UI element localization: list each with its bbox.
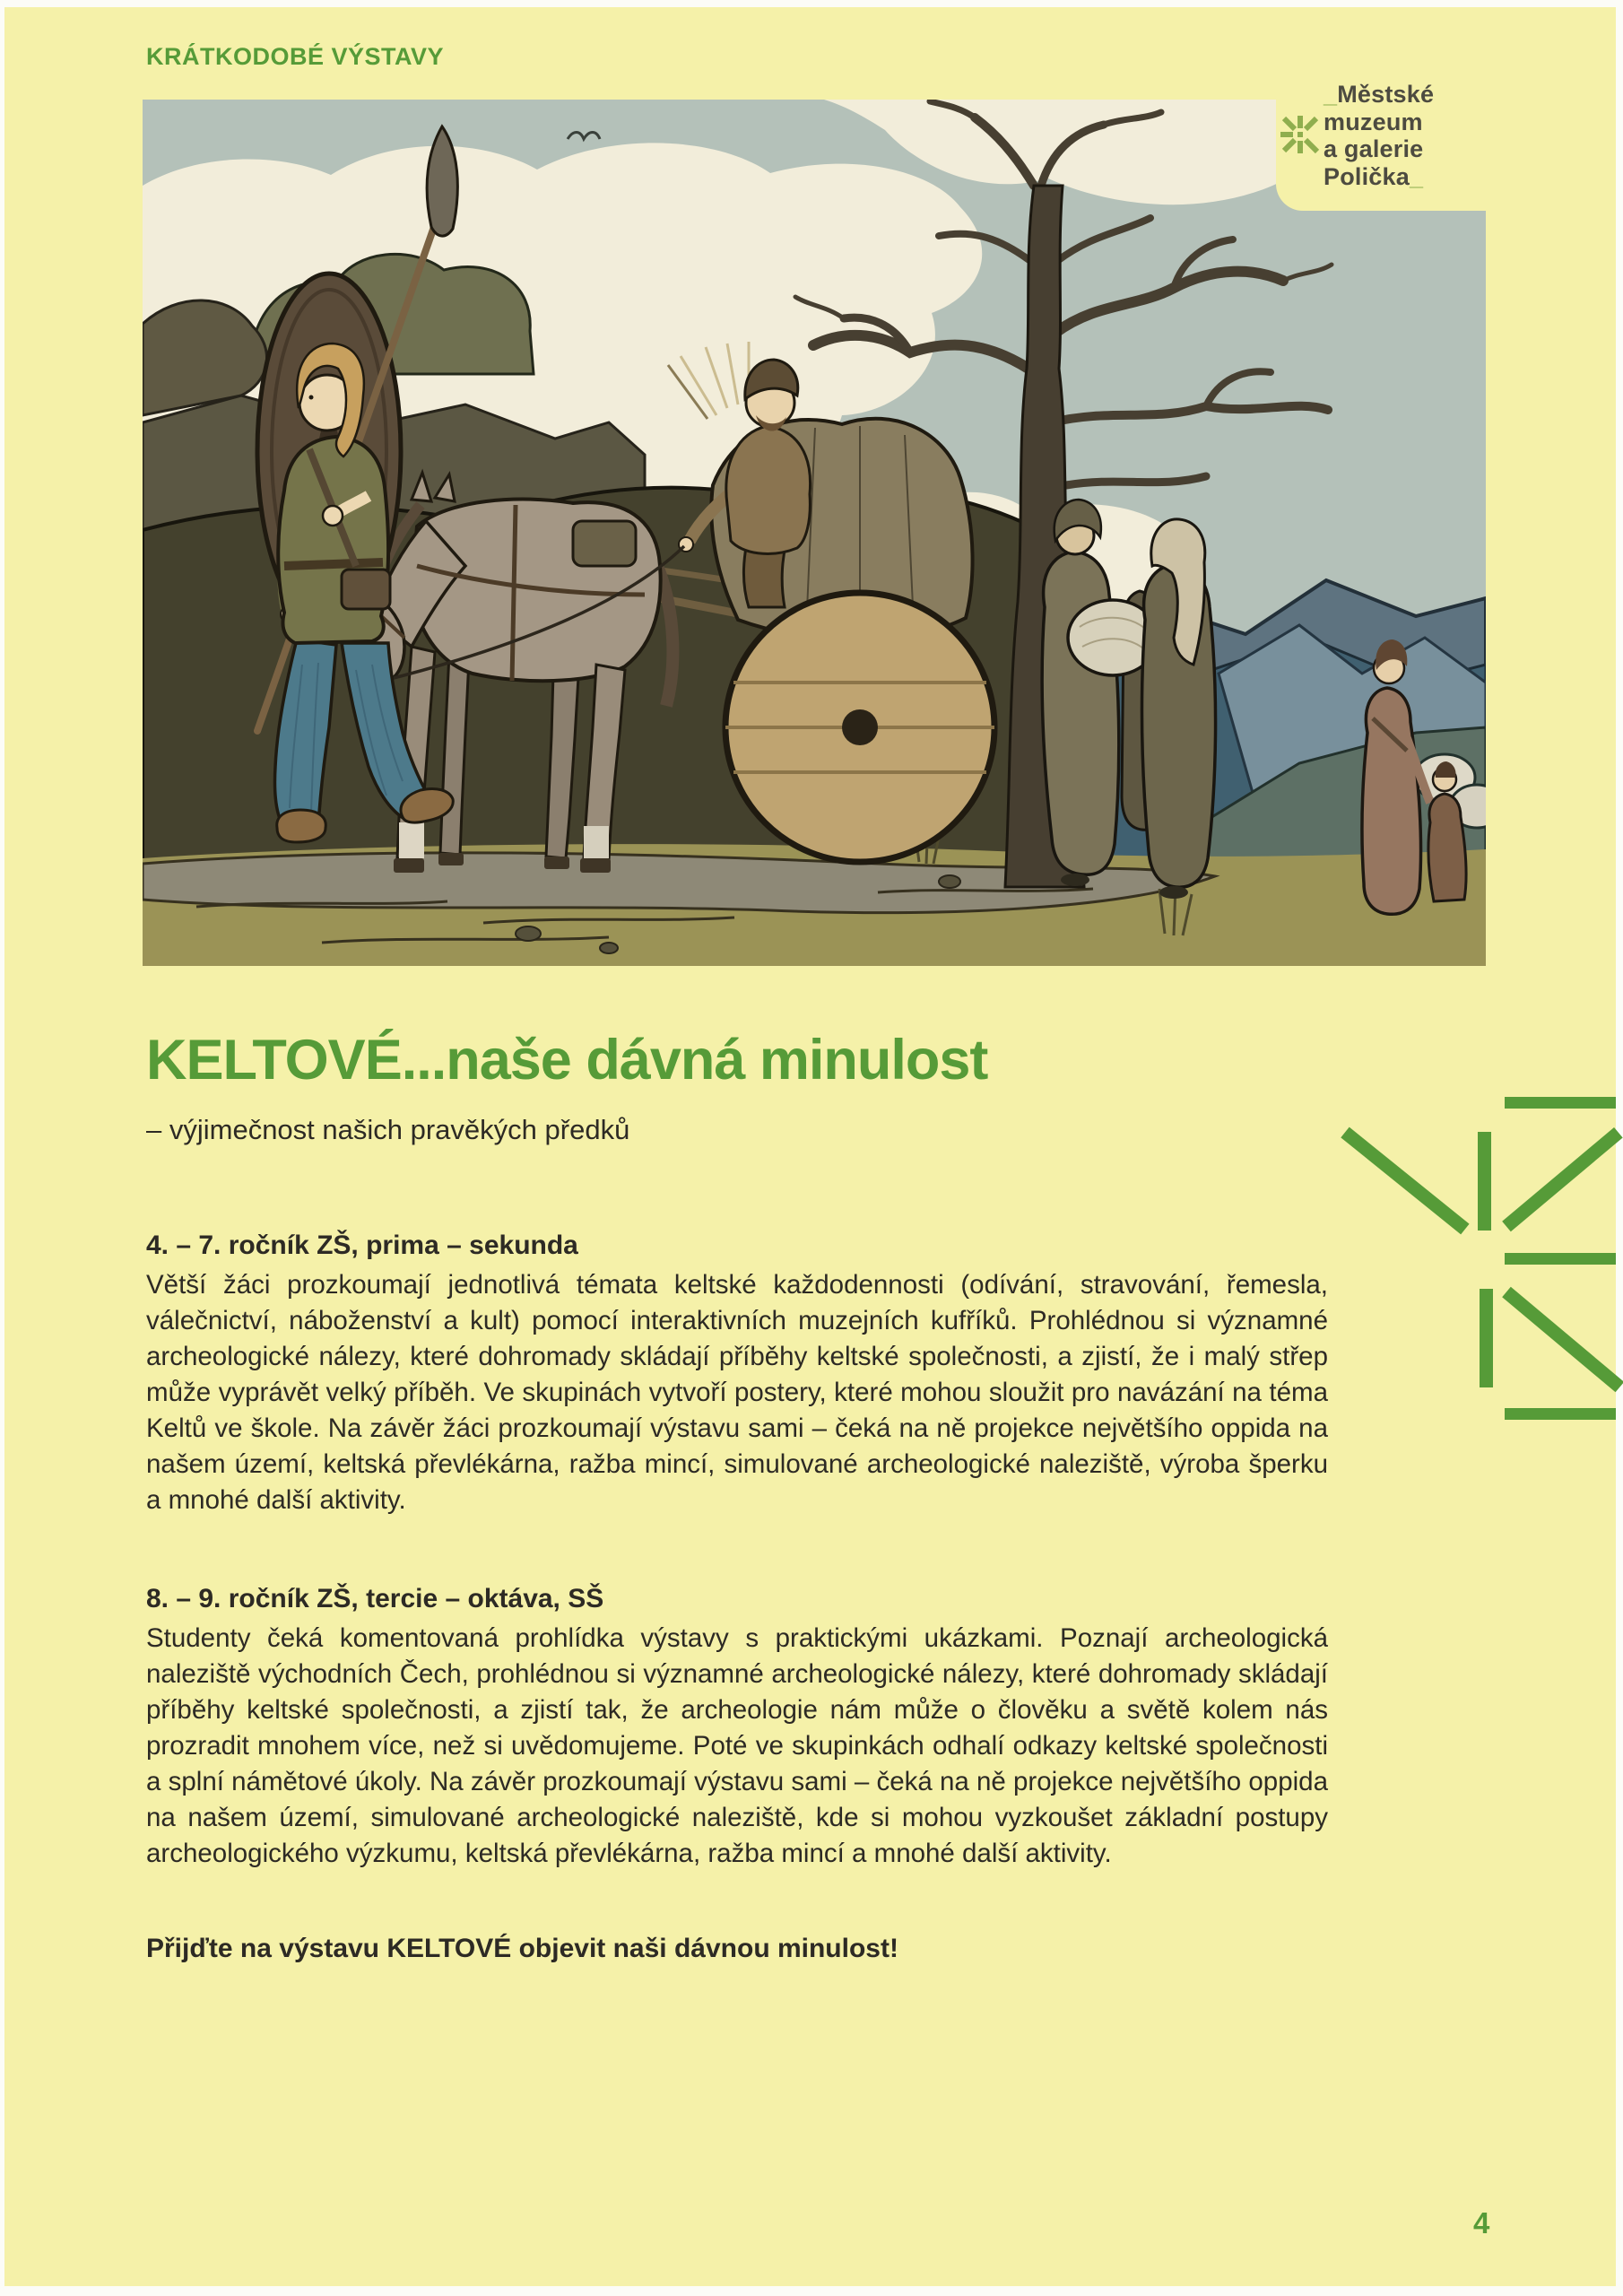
logo-underscore-bottom: _ [1409, 162, 1424, 190]
section-grades-8-9 [146, 1584, 1328, 1872]
section-label: KRÁTKODOBÉ VÝSTAVY [146, 43, 445, 70]
logo-underscore-top: _ [1324, 81, 1338, 108]
celts-illustration [143, 100, 1486, 966]
section-heading: 4. – 7. ročník ZŠ, prima – sekunda [146, 1231, 578, 1260]
logo-line-2: muzeum [1324, 108, 1423, 135]
museum-logo [1277, 81, 1492, 206]
section-body: Větší žáci prozkoumají jednotlivá témata keltské každodennosti (odívání, stravování, řemesla, válečnictví, náboženství a kult) pomocí interaktivních muzejních kufříků. Prohlédnou si významné archeologické nálezy, které dohromady skládají příběhy keltské společnosti, a zjistí, že i malý střep může vyprávět velký příběh. Ve skupinách vytvoří postery, které mohou sloužit pro navázání na téma Keltů ve škole. Na závěr žáci prozkoumají výstavu sami – čeká na ně projekce největšího oppida na našem území, keltská převlékárna, ražba mincí, simulované archeologické naleziště, výroba šperku a mnohé další aktivity. [146, 1270, 1328, 1515]
motif-nw-ray [1341, 1127, 1469, 1235]
logo-line-3: a galerie [1324, 135, 1424, 162]
motif-se-ray [1502, 1287, 1623, 1393]
motif-bottom-bar [1505, 1408, 1616, 1420]
page-subtitle: – výjimečnost našich pravěkých předků [146, 1114, 630, 1145]
decorative-star-motif [1336, 1090, 1616, 1431]
closing-invitation: Přijďte na výstavu KELTOVÉ objevit naši dávnou minulost! [146, 1934, 898, 1963]
logo-line-4: Polička_ [1324, 162, 1424, 190]
section-heading: 8. – 9. ročník ZŠ, tercie – oktáva, SŠ [146, 1584, 604, 1613]
motif-east-bar [1505, 1253, 1616, 1265]
motif-north-ray [1478, 1132, 1491, 1231]
motif-ne-ray [1502, 1127, 1623, 1231]
museum-logo-text [1324, 81, 1434, 190]
section-body: Studenty čeká komentovaná prohlídka výstavy s praktickými ukázkami. Poznají archeologická naleziště východních Čech, prohlédnou si významné archeologické nálezy, které dohromady skládají příběhy keltské společnosti, a zjistí tak, že archeologie nám může o člověku a světě kolem nás prozradit mnohem více, než si uvědomujeme. Poté ve skupinkách odhalí odkazy keltské společnosti a splní námětové úkoly. Na závěr prozkoumají výstavu sami – čeká na ně projekce největšího oppida na našem území, simulované archeologické naleziště, kde si mohou vyzkoušet základní postupy archeologického výzkumu, keltská převlékárna, ražba mincí a mnohé další aktivity. [146, 1623, 1328, 1868]
page [4, 7, 1616, 2286]
page-number: 4 [1473, 2206, 1490, 2239]
section-grades-4-7 [146, 1231, 1328, 1518]
motif-top-bar [1505, 1097, 1616, 1109]
celts-illustration-art [143, 100, 1486, 966]
motif-south-ray [1480, 1289, 1493, 1387]
museum-star-icon [1277, 111, 1324, 158]
page-title: KELTOVÉ...naše dávná minulost [146, 1029, 988, 1091]
logo-line-1: _Městské [1324, 81, 1435, 108]
